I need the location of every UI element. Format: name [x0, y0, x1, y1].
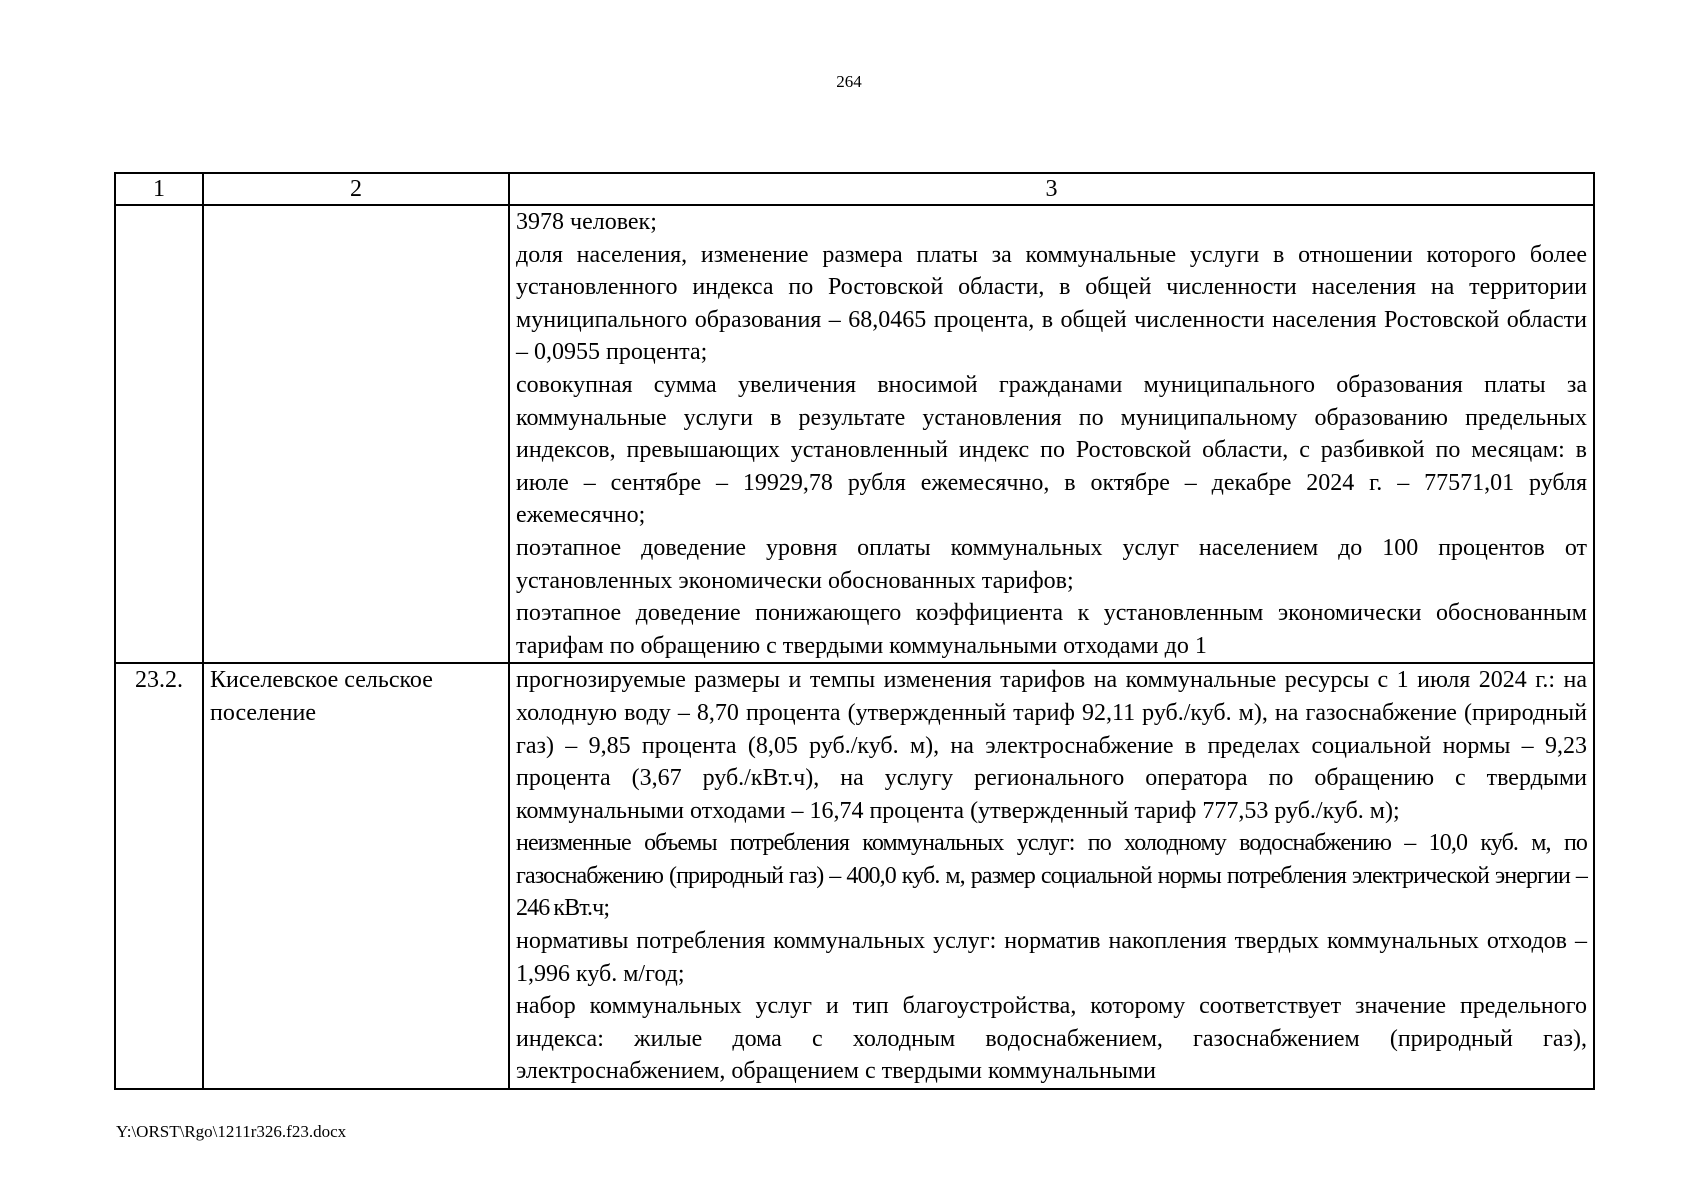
- description-paragraph: поэтапное доведение уровня оплаты коммунальных услуг населением до 100 процентов от установленных экономически обоснованных тарифов;: [516, 534, 1587, 594]
- municipality-name-cell: [203, 205, 509, 663]
- description-paragraph: набор коммунальных услуг и тип благоустройства, которому соответствует значение предельного индекса: жилые дома с холодным водоснабжением, газоснабжением (природный газ), электроснабжением, обращением с твердыми коммунальными: [516, 993, 1587, 1085]
- municipality-name-cell: Киселевское сельское поселение: [203, 663, 509, 1089]
- table-row: [115, 663, 1594, 1089]
- description-paragraph: поэтапное доведение понижающего коэффициента к установленным экономически обоснованным тарифам по обращению с твердыми коммунальными отходами до 1: [516, 600, 1587, 659]
- description-paragraph: 3978 человек;: [516, 209, 657, 235]
- footer-file-path: Y:\ORST\Rgo\1211r326.f23.docx: [116, 1122, 347, 1141]
- table-header-row: [115, 173, 1594, 205]
- document-table: [114, 172, 1595, 1090]
- description-paragraph: неизменные объемы потребления коммунальных услуг: по холодному водоснабжению – 10,0 куб. м, по газоснабжению (природный газ) – 400,0 куб. м, размер социальной нормы потребления электрической энергии – 246 кВт.ч;: [516, 830, 1587, 922]
- table-row: [115, 205, 1594, 663]
- column-header-3: 3: [509, 173, 1594, 205]
- row-number-cell: 23.2.: [115, 663, 203, 1089]
- description-cell: [509, 205, 1594, 663]
- row-number-cell: [115, 205, 203, 663]
- table-header: [115, 173, 1594, 205]
- column-header-2: 2: [203, 173, 509, 205]
- description-paragraph: доля населения, изменение размера платы за коммунальные услуги в отношении которого более установленного индекса по Ростовской области, в общей численности населения на территории муниципального образования – 68,0465 процента, в общей численности населения Ростовской области – 0,0955 процента;: [516, 241, 1587, 366]
- column-header-1: 1: [115, 173, 203, 205]
- description-cell: [509, 663, 1594, 1089]
- table-body: [115, 205, 1594, 1089]
- description-paragraph: прогнозируемые размеры и темпы изменения тарифов на коммунальные ресурсы с 1 июля 2024 г.: на холодную воду – 8,70 процента (утвержденный тариф 92,11 руб./куб. м), на газоснабжение (природный газ) – 9,85 процента (8,05 руб./куб. м), на электроснабжение в пределах социальной нормы – 9,23 процента (3,67 руб./кВт.ч), на услугу регионального оператора по обращению с твердыми коммунальными отходами – 16,74 процента (утвержденный тариф 777,53 руб./куб. м);: [516, 667, 1587, 824]
- page-number: 264: [836, 72, 862, 91]
- description-paragraph: нормативы потребления коммунальных услуг: норматив накопления твердых коммунальных отходов – 1,996 куб. м/год;: [516, 928, 1587, 987]
- description-paragraph: совокупная сумма увеличения вносимой гражданами муниципального образования платы за коммунальные услуги в результате установления по муниципальному образованию предельных индексов, превышающих установленный индекс по Ростовской области, с разбивкой по месяцам: в июле – сентябре – 19929,78 рубля ежемесячно, в октябре – декабре 2024 г. – 77571,01 рубля ежемесячно;: [516, 371, 1587, 529]
